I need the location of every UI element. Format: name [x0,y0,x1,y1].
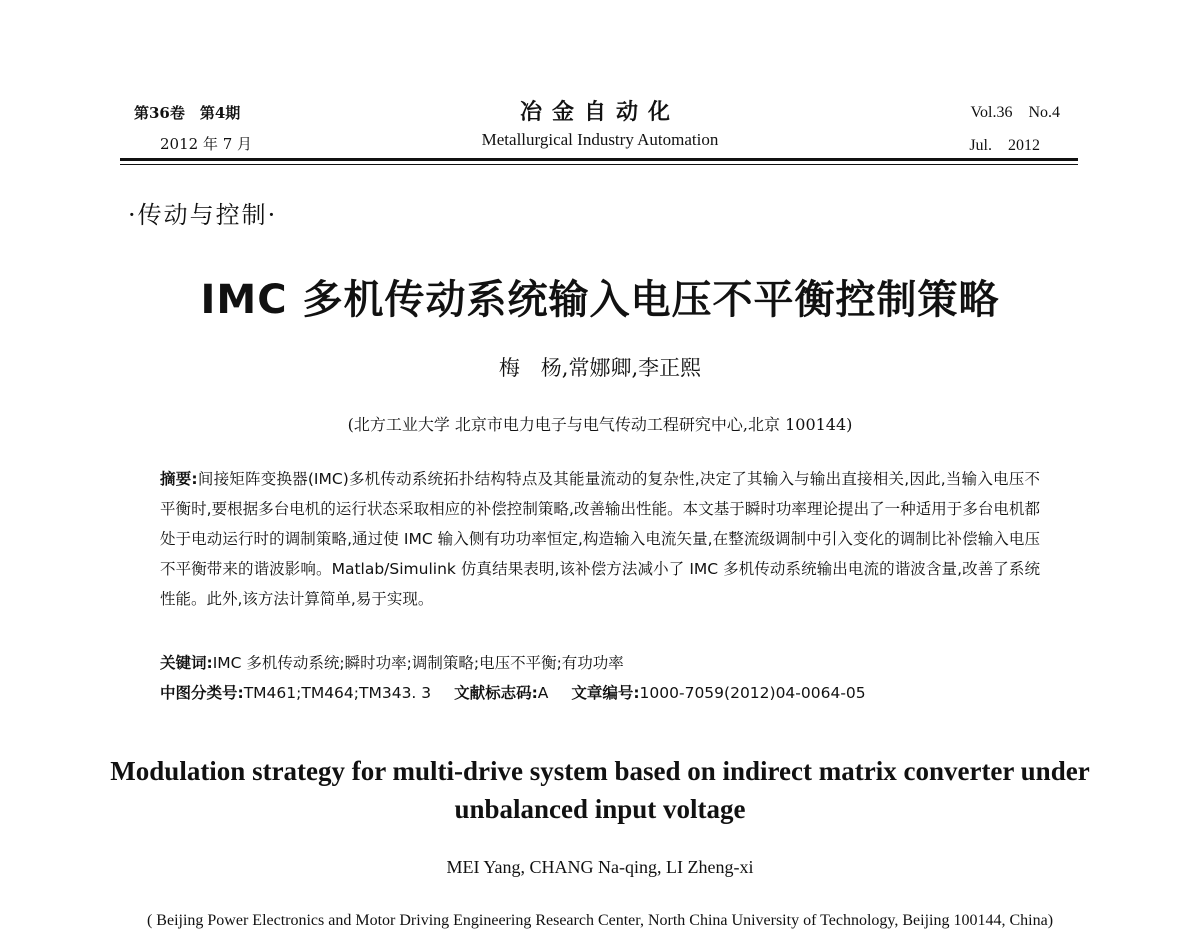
date-en: Jul. 2012 [969,137,1040,154]
date-cn: 2012 年 7 月 [160,135,253,153]
journal-name-cn: 冶金自动化 [519,99,680,125]
affiliation-en: ( Beijing Power Electronics and Motor Driving Engineering Research Center, North China University of Technology, Beijing 100144, China) [146,912,1054,929]
abstract [160,464,1040,614]
header-rule [120,158,1078,161]
classification-line [160,681,866,703]
abstract-label: 摘要: [160,470,198,488]
abstract-text: 间接矩阵变换器(IMC)多机传动系统拓扑结构特点及其能量流动的复杂性,决定了其输入与输出直接相关,因此,当输入电压不平衡时,要根据多台电机的运行状态采取相应的补偿控制策略,改善输出性能。本文基于瞬时功率理论提出了一种适用于多台电机都处于电动运行时的调制策略,通过使 IMC 输入侧有功功率恒定,构造输入电流矢量,在整流级调制中引入变化的调制比补偿输入电压不平衡带来的谐波影响。Matlab/Simulink 仿真结果表明,该补偿方法减小了 IMC 多机传动系统输出电流的谐波含量,改善了系统性能。此外,该方法计算简单,易于实现。 [160,470,1040,608]
clc-value: TM461;TM464;TM343. 3 [243,684,432,702]
affiliation-cn: (北方工业大学 北京市电力电子与电气传动工程研究中心,北京 100144) [347,415,853,434]
journal-name-en: Metallurgical Industry Automation [481,130,719,149]
volume-issue-en: Vol.36 No.4 [970,104,1060,121]
doc-code-value: A [537,684,549,702]
article-number-value: 1000-7059(2012)04-0064-05 [639,684,866,702]
title-cn: IMC 多机传动系统输入电压不平衡控制策略 [200,277,1000,323]
keywords-label: 关键词: [160,654,213,672]
keywords [160,651,624,673]
doc-code-label: 文献标志码: [454,684,538,702]
article-number-label: 文章编号: [571,684,640,702]
authors-en: MEI Yang, CHANG Na-qing, LI Zheng-xi [446,857,754,877]
authors-cn: 梅 杨,常娜卿,李正熙 [498,356,702,380]
volume-issue-cn: 第36卷 第4期 [134,104,241,122]
column-label: ·传动与控制· [128,201,278,229]
title-en: Modulation strategy for multi-drive system based on indirect matrix converter under unbalanced input voltage [110,756,1090,824]
keywords-text: IMC 多机传动系统;瞬时功率;调制策略;电压不平衡;有功功率 [212,654,624,672]
clc-label: 中图分类号: [160,684,244,702]
header-rule-thin [120,164,1078,165]
